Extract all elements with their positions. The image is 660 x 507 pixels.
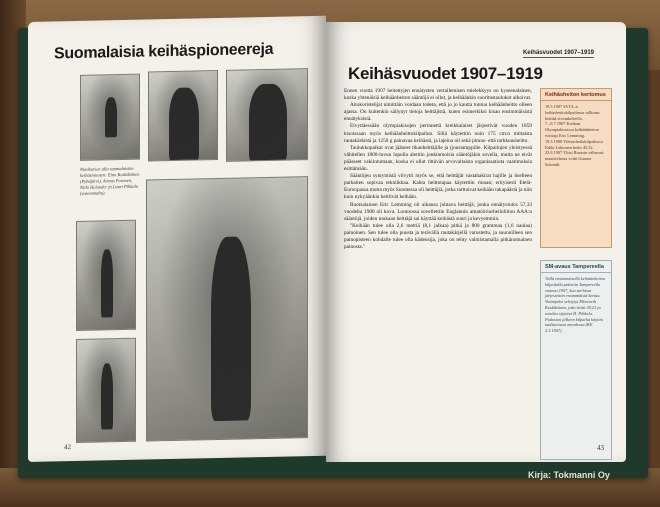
photo-portrait-cap [148,70,218,161]
record-heading: SM-avaus Tampereella [541,261,611,273]
left-page [28,16,326,462]
record-paragraph: Voittajaksi selviytyi Ellsworth Keskikäinen, joka heitti 39,23 ja toiseksi sijoittui H. Pihkala. [545,299,601,316]
right-page [326,22,626,462]
paragraph: Ruotsalainen Eric Lemming oli aikansa johtava heittäjä, jonka ennätystulos 57,33 vuodelta 1908 oli kova. Lontoossa sovellettiin Englannin amatööriurheiluliiton AAA:n sääntöjä, joiden mukaan heittäjä sai käyttää keihästä suuri ja kevyemmin. [344,201,532,222]
overlay-label: Kirja: Tokmanni Oy [528,470,610,480]
photo-boy-standing [76,338,136,443]
right-running-header: Keihäsvuodet 1907–1919 [522,50,594,56]
left-page-title: Suomalaisia keihäspioneereja [54,40,274,63]
timeline-sidebar [540,88,612,248]
photo-portrait-mustache [226,68,308,162]
record-paragraph: Pudoston jälkeen kilpailut käytiin uudistetussa muodossa (KE 2.3.1907). [545,316,603,334]
record-sidebar [540,260,612,460]
timeline-entry: 19.3.1908 Yleisurheilukilpailussa Erkki Lehtonen heitti 45,52. [545,138,603,150]
timeline-entry: 23.8.1907 Ylitsi Ruotsin välisessä maaottelussa voitti Gunnar Schmidt. [545,150,604,167]
photo-thrower-small [80,74,140,161]
left-caption-top: Nimikuvien alla suomalaisten keihäsmiesten: Eino Keskikäinen (Pyhäjärvi), Armas Pesonen, Niilo Helander ja Lauri Pihkala (vasemmalta). [80,165,140,196]
paragraph: Elvyttäessään olympiakisojen perinnettä kreikkalaiset järjestivät vuoden 1859 kisoissaan myös keihäänheittokilpailun. Sillä käytettiin noin 175 cm:n mittaista rautakärkistä ja 1250 g painavaa keihästä, ja lajeina oli sekä pituus- että tarkkuusheitto. [344,123,532,144]
timeline-entry: 7.–8.7.1907 Kreikan Olympiakisoissa keihäänheiton voittaja Eric Lemming. [545,121,599,138]
timeline-entry: 19.5.1907 SVUL:n keihäsheittokilpailussa sallitaan heittää sivuaskeleella. [545,104,600,121]
paragraph: Sääntöjen syntymistä vilvytti myös se, että heittäjät vastahakirat hajille ja itselleen parhaiten sopivaa tekniikkaa. Kahta heittotapaa käytettiin rinnan; erityisesti Etelä-Euroopassa mutta myös Suomessa oli heittäjiä, jotka tarttuivat keihään takapäästä ja niin kuin nykyäänkin heittivät keihään. [344,173,532,201]
left-page-number: 42 [64,443,71,452]
photo-thrower-standing [76,220,136,331]
record-body [541,273,611,337]
article-body [344,88,532,251]
paragraph: Aitokoristelijat nimittäin voidaan todeta, että jo jo kautta tuntuu keihäänheitto olleen ajassa. On kuitenkin säilynyt tietoja heittäjistä, kuten esimerkiksi kisan ensimmäisistä ennätyksistä. [344,102,532,123]
paragraph: Taulukkopaikat ovat jääneet tikanheittäjille ja (joustamppilie. Kilpailujen yleistyessä vähitellen 1800-luvun lopulla alettiin jonkinmoisia sääntöjäkin sovella, mutta ne eivät päässeet vakiintumaan, koska ei ollut rittävän arvovaltaista organisaatiota vaatimuksia esittämään. [344,144,532,173]
photo-main-thrower [146,176,308,441]
timeline-heading: Keihäsheiton kertomus [541,89,611,101]
right-page-title: Keihäsvuodet 1907–1919 [348,64,543,83]
paragraph: "Keihään tulee olla 2,6 metriä (8,1 jalkaa) pitkä ja 800 grammaa (1,6 naulaa) painoinen. Sen tulee olla puusta ja terävällä rautakärjellä varustettu, ja suunnilleen sen painopisteen kohdalle tulee olla kädensija, joka on tehty valmistamalla pitkänomainen painosta." [344,222,532,251]
record-paragraph: Tällä ensimmäisellä keihäänheiton kilpailulla pidettiin Tampereella vuonna 1907, kun sm-kisat järjestettiin ensimmäistä kertaa. [545,276,606,299]
timeline-body [541,101,611,171]
right-page-number: 43 [597,444,604,452]
paragraph: Ennen vuotta 1907 heitettyjen ennätysten vertailemisen mielekkyys on kyseenalainen, koska yhtenäisiä keihäänheiton sääntöjä ei ollut, ja keihäänkin suoritustaulukot alkoivat. [344,88,532,102]
